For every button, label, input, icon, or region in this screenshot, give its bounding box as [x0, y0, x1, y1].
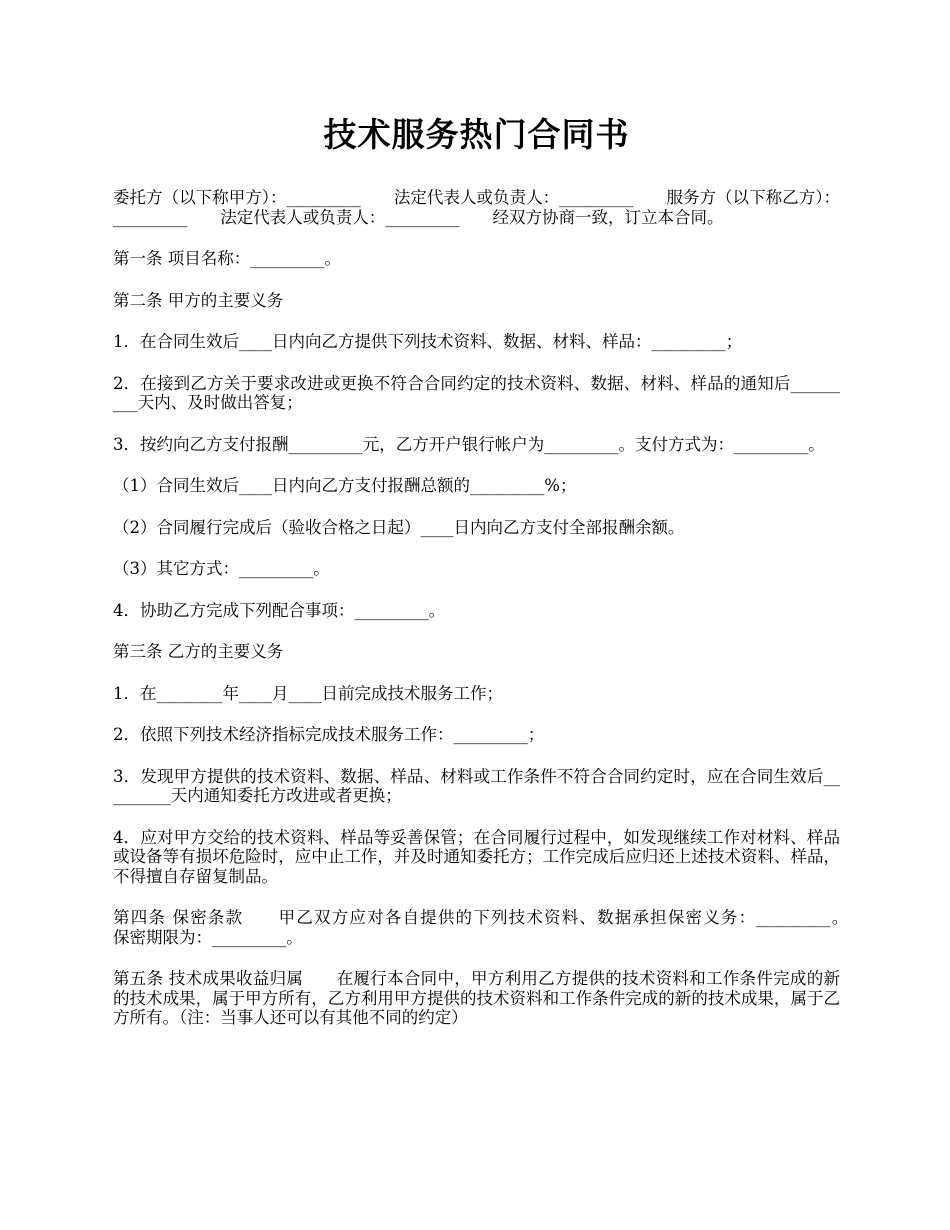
article-3-heading: 第三条 乙方的主要义务 — [113, 642, 284, 661]
payment-option-1: （1）合同生效后____日内向乙方支付报酬总额的_________%； — [113, 476, 577, 495]
article-2-item-1: 1．在合同生效后____日内向乙方提供下列技术资料、数据、材料、样品：_________； — [113, 332, 743, 351]
article-3-item-4: 4．应对甲方交给的技术资料、样品等妥善保管；在合同履行过程中，如发现继续工作对材料、样品或设备等有损坏危险时，应中止工作，并及时通知委托方；工作完成后应归还上述技术资料、样品，不得擅自存留复制品。 — [113, 827, 840, 886]
article-3-item-2: 2．依照下列技术经济指标完成技术服务工作：_________； — [113, 725, 545, 744]
preamble-paragraph: 委托方（以下称甲方）：_________ 法定代表人或负责人：_________ 服务方（以下称乙方）：_________ 法定代表人或负责人：_________ 经双方协商一致，订立本合同。 — [113, 188, 840, 227]
article-2-item-2: 2．在接到乙方关于要求改进或更换不符合合同约定的技术资料、数据、材料、样品的通知后_________天内、及时做出答复； — [113, 373, 840, 412]
document-title: 技术服务热门合同书 — [323, 115, 630, 154]
article-5-ownership: 第五条 技术成果收益归属 在履行本合同中，甲方利用乙方提供的技术资料和工作条件完成的新的技术成果，属于甲方所有，乙方利用甲方提供的技术资料和工作条件完成的新的技术成果，属于乙方所有。（注：当事人还可以有其他不同的约定） — [113, 969, 840, 1027]
article-2-item-3: 3．按约向乙方支付报酬_________元，乙方开户银行帐户为_________。支付方式为：_________。 — [113, 434, 825, 454]
article-1-project-name: 第一条 项目名称：_________。 — [113, 249, 341, 268]
payment-option-2: （2）合同履行完成后（验收合格之日起）____日内向乙方支付全部报酬余额。 — [113, 517, 685, 537]
document-page — [113, 112, 873, 1050]
article-4-confidentiality: 第四条 保密条款 甲乙双方应对各自提供的下列技术资料、数据承担保密义务：_________。 保密期限为：_________。 — [113, 908, 873, 947]
article-3-item-1: 1．在________年____月____日前完成技术服务工作； — [113, 683, 503, 703]
article-2-item-4: 4．协助乙方完成下列配合事项：_________。 — [113, 600, 446, 620]
article-2-heading: 第二条 甲方的主要义务 — [113, 290, 284, 310]
article-3-item-3: 3．发现甲方提供的技术资料、数据、样品、材料或工作条件不符合合同约定时，应在合同生效后_________天内通知委托方改进或者更换； — [113, 766, 840, 805]
payment-option-3: （3）其它方式：_________。 — [113, 559, 330, 578]
